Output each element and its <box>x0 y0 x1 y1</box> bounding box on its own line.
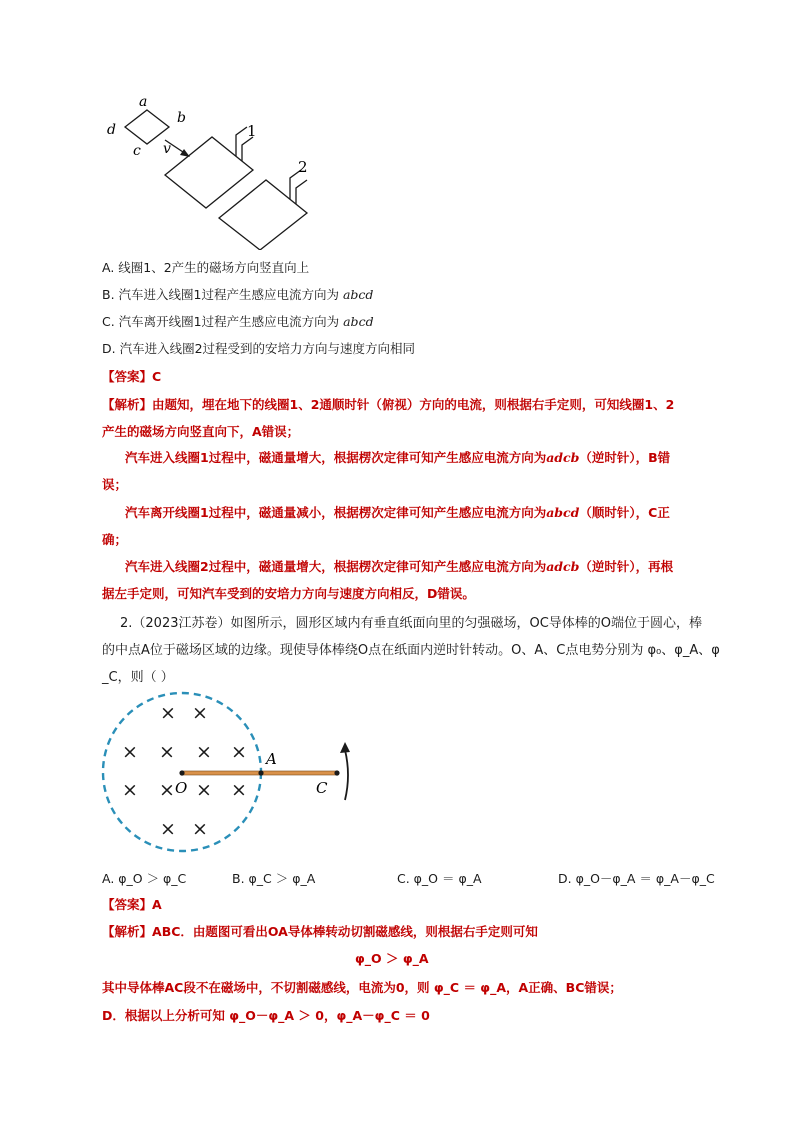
coil-1 <box>165 137 253 208</box>
small-coil <box>125 110 169 144</box>
cross: × <box>160 702 176 724</box>
q1-analysis-var3: adcb <box>546 450 580 465</box>
q1-answer-value: C <box>152 369 162 384</box>
q1-option-c-var: abcd <box>343 314 374 329</box>
cross: × <box>160 818 176 840</box>
q2-stem-line1: 2.（2023江苏卷）如图所示，圆形区域内有垂直纸面向里的匀强磁场，OC导体棒的O端位于圆心，棒 <box>120 616 703 631</box>
rod-field-figure <box>95 690 375 870</box>
q2-stem-line2: 的中点A位于磁场区域的边缘。现使导体棒绕O点在纸面内逆时针转动。O、A、C点电势分别为 φ₀、φ_A、φ <box>102 643 720 658</box>
q1-analysis-label: 【解析】 <box>102 397 153 412</box>
label-a: a <box>139 94 148 110</box>
q1-analysis-end3: （逆时针），B错 <box>579 450 671 465</box>
q1-answer-label: 【答案】 <box>102 369 153 384</box>
q1-analysis-line1 <box>102 395 674 413</box>
q1-analysis-line8: 据左手定则，可知汽车受到的安培力方向与速度方向相反，D错误。 <box>102 586 475 601</box>
cross: × <box>122 741 138 763</box>
label-b: b <box>177 110 186 126</box>
q2-analysis-label: 【解析】 <box>102 924 153 939</box>
q1-analysis-text7: 汽车进入线圈2过程中，磁通量增大，根据楞次定律可知产生感应电流方向为 <box>125 559 547 574</box>
q2-analysis-text1: ABC．由题图可看出OA导体棒转动切割磁感线，则根据右手定则可知 <box>152 924 538 939</box>
q1-analysis-line2: 产生的磁场方向竖直向下，A错误； <box>102 424 300 439</box>
q2-analysis-line3: D．根据以上分析可知 φ_O－φ_A ＞ 0，φ_A－φ_C ＝ 0 <box>102 1008 430 1023</box>
label-c: C <box>316 779 328 797</box>
label-d: d <box>107 122 116 138</box>
rotation-arrow <box>345 750 348 800</box>
label-c: c <box>133 143 141 159</box>
q1-option-b-text: B. 汽车进入线圈1过程产生感应电流方向为 <box>102 287 343 302</box>
label-coil-2: 2 <box>298 158 308 176</box>
q2-answer-label: 【答案】 <box>102 897 153 912</box>
label-a: A <box>266 750 277 768</box>
q1-analysis-text3: 汽车进入线圈1过程中，磁通量增大，根据楞次定律可知产生感应电流方向为 <box>125 450 547 465</box>
q1-analysis-end5: （顺时针），C正 <box>579 505 670 520</box>
q1-option-d: D. 汽车进入线圈2过程受到的安培力方向与速度方向相同 <box>102 341 416 356</box>
q1-analysis-line6: 确； <box>102 532 128 547</box>
cross: × <box>231 779 247 801</box>
q1-option-b <box>102 285 373 303</box>
coil-2 <box>219 180 307 250</box>
q1-analysis-text5: 汽车离开线圈1过程中，磁通量减小，根据楞次定律可知产生感应电流方向为 <box>125 505 547 520</box>
velocity-arrowhead <box>180 149 190 157</box>
point-c <box>334 770 339 775</box>
label-o: O <box>175 779 188 797</box>
q2-analysis-line1 <box>102 922 538 940</box>
q2-option-c: C. φ_O ＝ φ_A <box>397 871 482 886</box>
q1-analysis-line5 <box>125 503 670 521</box>
q2-option-b: B. φ_C ＞ φ_A <box>232 871 316 886</box>
rotation-arrowhead <box>340 742 350 753</box>
q1-analysis-end7: （逆时针），再根 <box>579 559 674 574</box>
q1-analysis-var5: abcd <box>546 505 580 520</box>
q1-option-a: A. 线圈1、2产生的磁场方向竖直向上 <box>102 260 310 275</box>
cross: × <box>196 779 212 801</box>
q1-option-c-text: C. 汽车离开线圈1过程产生感应电流方向为 <box>102 314 344 329</box>
q1-answer <box>102 367 161 385</box>
cross: × <box>192 818 208 840</box>
q1-analysis-line7 <box>125 557 673 575</box>
q2-option-d: D. φ_O－φ_A ＝ φ_A－φ_C <box>558 871 715 886</box>
q2-answer <box>102 895 162 913</box>
q1-analysis-var7: adcb <box>546 559 580 574</box>
cross: × <box>231 741 247 763</box>
q2-answer-value: A <box>152 897 162 912</box>
q2-analysis-line2: 其中导体棒AC段不在磁场中，不切割磁感线，电流为0，则 φ_C ＝ φ_A，A正确、BC错误； <box>102 980 622 995</box>
q1-analysis-text1: 由题知，埋在地下的线圈1、2通顺时针（俯视）方向的电流，则根据右手定则，可知线圈1、2 <box>152 397 675 412</box>
cross: × <box>159 741 175 763</box>
point-a <box>258 770 263 775</box>
q1-analysis-line3 <box>125 448 670 466</box>
cross: × <box>122 779 138 801</box>
q1-option-c <box>102 312 374 330</box>
q2-option-a: A. φ_O ＞ φ_C <box>102 871 187 886</box>
q2-analysis-formula: φ_O ＞ φ_A <box>355 951 429 966</box>
cross: × <box>159 779 175 801</box>
label-coil-1: 1 <box>247 122 257 140</box>
label-v: v <box>163 141 171 157</box>
cross: × <box>192 702 208 724</box>
cross: × <box>196 741 212 763</box>
point-o <box>179 770 184 775</box>
coils-figure <box>95 90 335 250</box>
q1-analysis-line4: 误； <box>102 477 128 492</box>
q1-option-b-var: abcd <box>342 287 374 302</box>
q2-stem-line3: _C，则（ ） <box>102 670 174 685</box>
